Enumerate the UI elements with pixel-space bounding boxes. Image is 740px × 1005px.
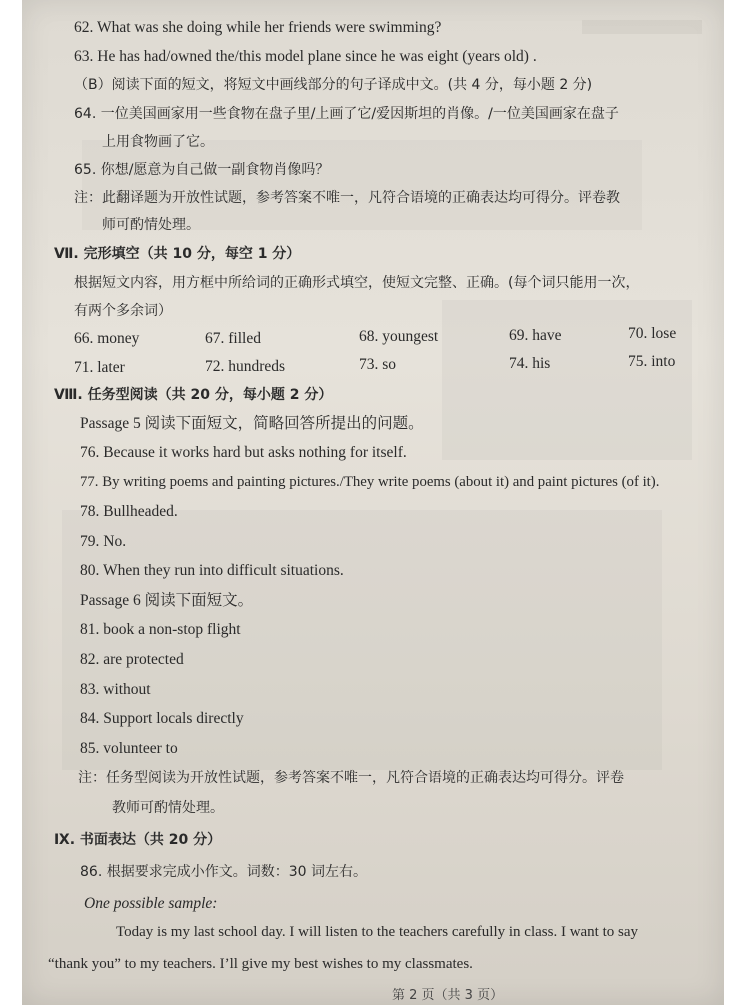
translation-note-line1: 注：此翻译题为开放性试题，参考答案不唯一，凡符合语境的正确表达均可得分。评卷教 — [74, 190, 620, 206]
answer-84: 84. Support locals directly — [80, 710, 244, 727]
section-9-heading: Ⅸ. 书面表达（共 20 分） — [54, 832, 222, 848]
answer-70: 70. lose — [628, 325, 677, 342]
answer-72: 72. hundreds — [205, 358, 286, 375]
page-footer: 第 2 页（共 3 页） — [392, 988, 504, 1003]
section-7-instruction-line1: 根据短文内容，用方框中所给词的正确形式填空，使短文完整、正确。(每个词只能用一次， — [74, 275, 640, 291]
sample-essay-line1: Today is my last school day. I will listen to the teachers carefully in class. I want to say — [116, 924, 639, 940]
part-b-heading: （B）阅读下面的短文，将短文中画线部分的句子译成中文。(共 4 分，每小题 2 分) — [74, 77, 593, 93]
question-86: 86. 根据要求完成小作文。词数：30 词左右。 — [80, 864, 367, 880]
answer-75: 75. into — [628, 353, 676, 370]
answer-62: 62. What was she doing while her friends were swimming? — [74, 19, 442, 36]
answer-77: 77. By writing poems and painting pictures./They write poems (about it) and paint pictures (of it). — [80, 474, 660, 490]
passage-6-heading: Passage 6 阅读下面短文。 — [80, 592, 254, 609]
sample-label: One possible sample: — [84, 895, 218, 912]
answer-79: 79. No. — [80, 533, 127, 550]
passage-5-heading: Passage 5 阅读下面短文，简略回答所提出的问题。 — [80, 415, 424, 432]
answer-71: 71. later — [74, 359, 125, 376]
answer-67: 67. filled — [205, 330, 261, 347]
answer-73: 73. so — [359, 356, 397, 373]
answer-64-line2: 上用食物画了它。 — [102, 134, 214, 150]
answer-sheet-page — [22, 0, 724, 1005]
answer-74: 74. his — [509, 355, 551, 372]
answer-80: 80. When they run into difficult situations. — [80, 562, 344, 579]
task-reading-note-line1: 注：任务型阅读为开放性试题，参考答案不唯一，凡符合语境的正确表达均可得分。评卷 — [78, 770, 624, 786]
answer-65: 65. 你想/愿意为自己做一副食物肖像吗？ — [74, 162, 330, 178]
answer-78: 78. Bullheaded. — [80, 503, 178, 520]
sample-essay-line2: “thank you” to my teachers. I’ll give my best wishes to my classmates. — [48, 956, 473, 972]
answer-81: 81. book a non-stop flight — [80, 621, 241, 638]
answer-83: 83. without — [80, 681, 151, 698]
section-8-heading: Ⅷ. 任务型阅读（共 20 分，每小题 2 分） — [54, 387, 333, 403]
answer-68: 68. youngest — [359, 328, 439, 345]
answer-64-line1: 64. 一位美国画家用一些食物在盘子里/上画了它/爱因斯坦的肖像。/一位美国画家在盘子 — [74, 106, 619, 122]
answer-63: 63. He has had/owned the/this model plane since he was eight (years old) . — [74, 48, 537, 65]
translation-note-line2: 师可酌情处理。 — [102, 217, 200, 233]
answer-82: 82. are protected — [80, 651, 184, 668]
section-7-instruction-line2: 有两个多余词） — [74, 303, 172, 319]
task-reading-note-line2: 教师可酌情处理。 — [112, 800, 224, 816]
answer-85: 85. volunteer to — [80, 740, 178, 757]
answer-69: 69. have — [509, 327, 562, 344]
answer-76: 76. Because it works hard but asks nothing for itself. — [80, 444, 407, 461]
section-7-heading: Ⅶ. 完形填空（共 10 分，每空 1 分） — [54, 246, 301, 262]
answer-66: 66. money — [74, 330, 140, 347]
